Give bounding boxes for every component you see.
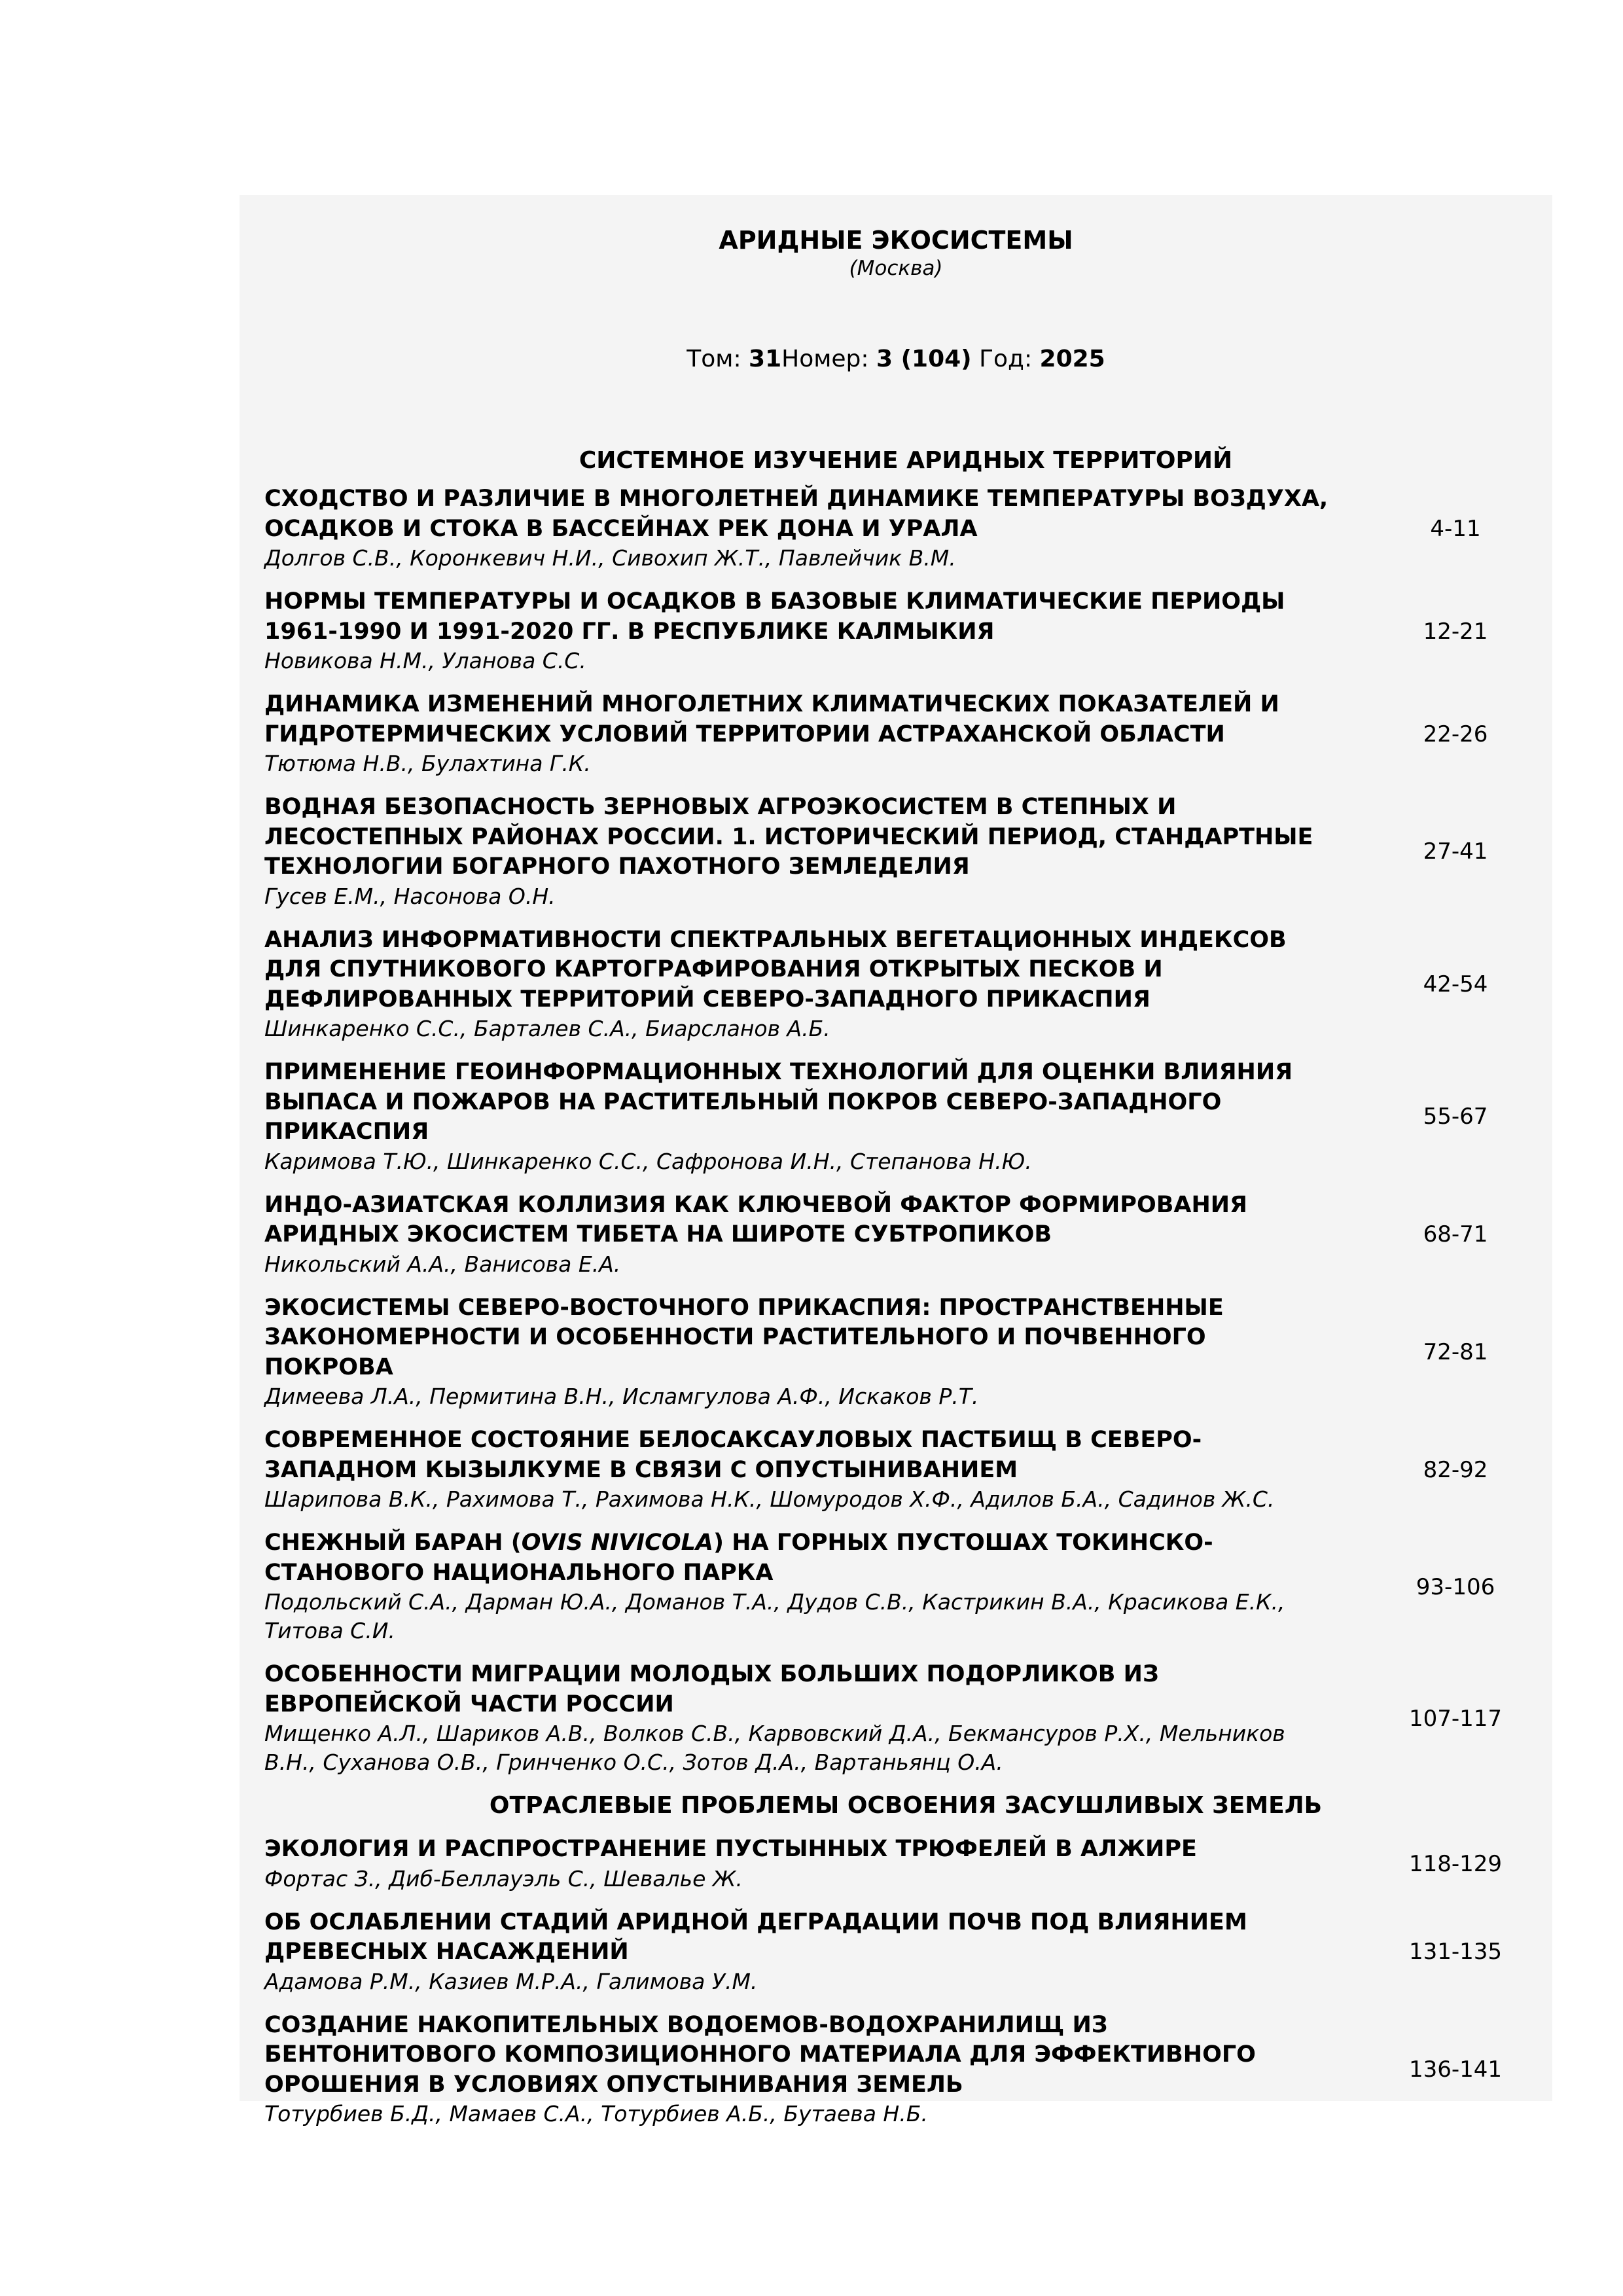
journal-title: АРИДНЫЕ ЭКОСИСТЕМЫ	[719, 226, 1073, 255]
number-label: Номер:	[781, 346, 869, 372]
article-authors: Димеева Л.А., Пермитина В.Н., Исламгулова А.Ф., Искаков Р.Т.	[264, 1384, 979, 1409]
toc-entry[interactable]	[264, 484, 1534, 573]
article-title[interactable]	[264, 1528, 1338, 1588]
article-title[interactable]: ЭКОЛОГИЯ И РАСПРОСТРАНЕНИЕ ПУСТЫННЫХ ТРЮФЕЛЕЙ В АЛЖИРЕ	[264, 1836, 1197, 1862]
toc-panel	[240, 195, 1552, 2126]
article-pages: 136-141	[1408, 2056, 1503, 2083]
article-title[interactable]: ДИНАМИКА ИЗМЕНЕНИЙ МНОГОЛЕТНИХ КЛИМАТИЧЕСКИХ ПОКАЗАТЕЛЕЙ И ГИДРОТЕРМИЧЕСКИХ УСЛОВИЙ ТЕРРИТОРИИ АСТРАХАНСКОЙ ОБЛАСТИ	[264, 691, 1279, 747]
article-title[interactable]: НОРМЫ ТЕМПЕРАТУРЫ И ОСАДКОВ В БАЗОВЫЕ КЛИМАТИЧЕСКИЕ ПЕРИОДЫ 1961-1990 И 1991-2020 ГГ. В РЕСПУБЛИКЕ КАЛМЫКИЯ	[264, 588, 1285, 645]
article-title[interactable]: ПРИМЕНЕНИЕ ГЕОИНФОРМАЦИОННЫХ ТЕХНОЛОГИЙ ДЛЯ ОЦЕНКИ ВЛИЯНИЯ ВЫПАСА И ПОЖАРОВ НА РАСТИТЕЛЬНЫЙ ПОКРОВ СЕВЕРО-ЗАПАДНОГО ПРИКАСПИЯ	[264, 1059, 1293, 1145]
toc-entry[interactable]	[264, 793, 1534, 911]
title-part: СНЕЖНЫЙ БАРАН (	[264, 1530, 522, 1556]
article-pages: 93-106	[1416, 1573, 1495, 1600]
toc-entry[interactable]	[264, 1835, 1534, 1893]
species-name: OVIS NIVICOLA	[521, 1530, 714, 1556]
toc-entry[interactable]	[264, 1528, 1534, 1645]
article-pages: 22-26	[1423, 721, 1488, 747]
article-title[interactable]: ОСОБЕННОСТИ МИГРАЦИИ МОЛОДЫХ БОЛЬШИХ ПОДОРЛИКОВ ИЗ ЕВРОПЕЙСКОЙ ЧАСТИ РОССИИ	[264, 1661, 1159, 1717]
article-pages: 55-67	[1423, 1103, 1488, 1130]
article-authors: Тотурбиев Б.Д., Мамаев С.А., Тотурбиев А.Б., Бутаева Н.Б.	[264, 2101, 928, 2126]
article-title[interactable]: СОВРЕМЕННОЕ СОСТОЯНИЕ БЕЛОСАКСАУЛОВЫХ ПАСТБИЩ В СЕВЕРО-ЗАПАДНОМ КЫЗЫЛКУМЕ В СВЯЗИ С ОПУСТЫНИВАНИЕМ	[264, 1427, 1202, 1483]
article-title[interactable]: АНАЛИЗ ИНФОРМАТИВНОСТИ СПЕКТРАЛЬНЫХ ВЕГЕТАЦИОННЫХ ИНДЕКСОВ ДЛЯ СПУТНИКОВОГО КАРТОГРАФИРОВАНИЯ ОТКРЫТЫХ ПЕСКОВ И ДЕФЛИРОВАННЫХ ТЕРРИТОРИЙ СЕВЕРО-ЗАПАДНОГО ПРИКАСПИЯ	[264, 926, 1287, 1013]
article-title[interactable]: ОБ ОСЛАБЛЕНИИ СТАДИЙ АРИДНОЙ ДЕГРАДАЦИИ ПОЧВ ПОД ВЛИЯНИЕМ ДРЕВЕСНЫХ НАСАЖДЕНИЙ	[264, 1909, 1247, 1965]
article-title[interactable]: ИНДО-АЗИАТСКАЯ КОЛЛИЗИЯ КАК КЛЮЧЕВОЙ ФАКТОР ФОРМИРОВАНИЯ АРИДНЫХ ЭКОСИСТЕМ ТИБЕТА НА ШИРОТЕ СУБТРОПИКОВ	[264, 1191, 1248, 1247]
article-authors: Новикова Н.М., Уланова С.С.	[264, 648, 586, 673]
article-pages: 72-81	[1423, 1338, 1488, 1365]
volume-value: 31	[749, 346, 782, 372]
toc-entry[interactable]	[264, 690, 1534, 778]
article-authors: Подольский С.А., Дарман Ю.А., Доманов Т.А., Дудов С.В., Кастрикин В.А., Красикова Е.К., Титова С.И.	[264, 1589, 1285, 1643]
article-authors: Мищенко А.Л., Шариков А.В., Волков С.В., Карвовский Д.А., Бекмансуров Р.Х., Мельников В.Н., Суханова О.В., Гринченко О.С., Зотов Д.А., Вартаньянц О.А.	[264, 1721, 1285, 1775]
article-pages: 107-117	[1408, 1705, 1503, 1732]
toc-entry[interactable]	[264, 1058, 1534, 1176]
toc-entry[interactable]	[264, 1908, 1534, 1996]
toc-entry[interactable]	[264, 587, 1534, 675]
article-authors: Шинкаренко С.С., Барталев С.А., Биарсланов А.Б.	[264, 1016, 830, 1041]
article-title[interactable]: ЭКОСИСТЕМЫ СЕВЕРО-ВОСТОЧНОГО ПРИКАСПИЯ: ПРОСТРАНСТВЕННЫЕ ЗАКОНОМЕРНОСТИ И ОСОБЕННОСТИ РАСТИТЕЛЬНОГО И ПОЧВЕННОГО ПОКРОВА	[264, 1294, 1224, 1380]
article-authors: Адамова Р.М., Казиев М.Р.А., Галимова У.М.	[264, 1968, 758, 1994]
year-value: 2025	[1039, 346, 1105, 372]
article-pages: 12-21	[1423, 618, 1488, 645]
number-value: 3 (104)	[876, 346, 972, 372]
title-part: ) НА ГОРНЫХ ПУСТОШАХ ТОКИНСКО-СТАНОВОГО НАЦИОНАЛЬНОГО ПАРКА	[264, 1530, 1213, 1586]
article-pages: 27-41	[1423, 838, 1488, 865]
article-title[interactable]: СОЗДАНИЕ НАКОПИТЕЛЬНЫХ ВОДОЕМОВ-ВОДОХРАНИЛИЩ ИЗ БЕНТОНИТОВОГО КОМПОЗИЦИОННОГО МАТЕРИАЛА ДЛЯ ЭФФЕКТИВНОГО ОРОШЕНИЯ В УСЛОВИЯХ ОПУСТЫНИВАНИЯ ЗЕМЕЛЬ	[264, 2011, 1256, 2098]
issue-info	[240, 344, 1552, 374]
year-label: Год:	[979, 346, 1033, 372]
article-authors: Никольский А.А., Ванисова Е.А.	[264, 1251, 621, 1277]
article-title[interactable]: СХОДСТВО И РАЗЛИЧИЕ В МНОГОЛЕТНЕЙ ДИНАМИКЕ ТЕМПЕРАТУРЫ ВОЗДУХА, ОСАДКОВ И СТОКА В БАССЕЙНАХ РЕК ДОНА И УРАЛА	[264, 486, 1329, 542]
article-authors: Гусев Е.М., Насонова О.Н.	[264, 883, 556, 909]
table-of-contents	[264, 446, 1534, 2143]
article-pages: 118-129	[1408, 1850, 1503, 1877]
article-pages: 131-135	[1408, 1939, 1503, 1965]
article-pages: 4-11	[1430, 515, 1481, 542]
toc-entry[interactable]	[264, 1293, 1534, 1412]
journal-city: (Москва)	[849, 257, 943, 280]
article-authors: Шарипова В.К., Рахимова Т., Рахимова Н.К., Шомуродов Х.Ф., Адилов Б.А., Садинов Ж.С.	[264, 1486, 1275, 1512]
article-authors: Долгов С.В., Коронкевич Н.И., Сивохип Ж.Т., Павлейчик В.М.	[264, 545, 956, 571]
toc-entry[interactable]	[264, 2011, 1534, 2129]
article-authors: Тютюма Н.В., Булахтина Г.К.	[264, 751, 591, 776]
article-pages: 68-71	[1423, 1221, 1488, 1247]
section-heading: СИСТЕМНОЕ ИЗУЧЕНИЕ АРИДНЫХ ТЕРРИТОРИЙ	[579, 447, 1233, 474]
article-authors: Фортас З., Диб-Беллауэль С., Шевалье Ж.	[264, 1865, 743, 1892]
article-pages: 42-54	[1423, 971, 1488, 997]
article-pages: 82-92	[1423, 1456, 1488, 1483]
article-title[interactable]: ВОДНАЯ БЕЗОПАСНОСТЬ ЗЕРНОВЫХ АГРОЭКОСИСТЕМ В СТЕПНЫХ И ЛЕСОСТЕПНЫХ РАЙОНАХ РОССИИ. 1. ИСТОРИЧЕСКИЙ ПЕРИОД, СТАНДАРТНЫЕ ТЕХНОЛОГИИ БОГАРНОГО ПАХОТНОГО ЗЕМЛЕДЕЛИЯ	[264, 794, 1313, 880]
toc-entry[interactable]	[264, 1426, 1534, 1514]
article-authors: Каримова Т.Ю., Шинкаренко С.С., Сафронова И.Н., Степанова Н.Ю.	[264, 1148, 1032, 1174]
volume-label: Том:	[687, 346, 741, 372]
toc-entry[interactable]	[264, 1191, 1534, 1279]
section-heading: ОТРАСЛЕВЫЕ ПРОБЛЕМЫ ОСВОЕНИЯ ЗАСУШЛИВЫХ ЗЕМЕЛЬ	[489, 1792, 1323, 1819]
toc-entry[interactable]	[264, 925, 1534, 1044]
toc-entry[interactable]	[264, 1660, 1534, 1777]
